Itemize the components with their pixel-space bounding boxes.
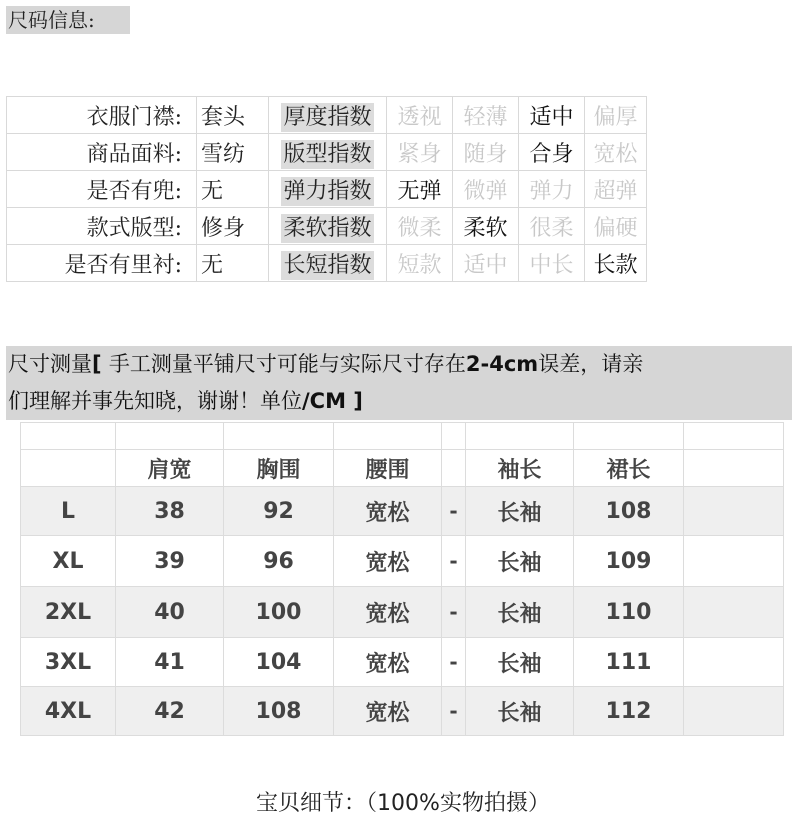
size-cell: 108 [224, 687, 334, 736]
size-cell: 104 [224, 638, 334, 687]
index-option: 适中 [519, 97, 585, 134]
size-measure-banner: 尺寸测量[ 手工测量平铺尺寸可能与实际尺寸存在2-4cm误差，请亲 们理解并事先知晓，谢谢！单位/CM ] [6, 346, 792, 420]
size-cell: XL [21, 536, 116, 587]
size-row [21, 587, 784, 638]
size-cell: 宽松 [334, 487, 442, 536]
separator-cell: - [442, 536, 466, 587]
separator-cell: - [442, 587, 466, 638]
separator-cell [442, 450, 466, 487]
size-cell: 宽松 [334, 638, 442, 687]
index-option: 微柔 [387, 208, 453, 245]
index-option: 偏厚 [585, 97, 647, 134]
empty-cell [224, 423, 334, 450]
index-option: 宽松 [585, 134, 647, 171]
size-table-spacer-row [21, 423, 784, 450]
index-label-text: 厚度指数 [283, 104, 372, 130]
index-option: 弹力 [519, 171, 585, 208]
size-cell: 长袖 [466, 536, 574, 587]
size-info-heading: 尺码信息: [6, 6, 130, 34]
attribute-row [7, 245, 647, 282]
attribute-label: 是否有里衬: [7, 245, 197, 282]
index-option: 柔软 [453, 208, 519, 245]
separator-cell: - [442, 487, 466, 536]
empty-cell [684, 450, 784, 487]
size-cell: 112 [574, 687, 684, 736]
index-label [269, 134, 387, 171]
size-cell: 袖长 [466, 450, 574, 487]
size-cell: 41 [116, 638, 224, 687]
index-option: 短款 [387, 245, 453, 282]
size-cell: 96 [224, 536, 334, 587]
index-option: 很柔 [519, 208, 585, 245]
empty-cell [466, 423, 574, 450]
attribute-row [7, 97, 647, 134]
empty-cell [116, 423, 224, 450]
size-row [21, 487, 784, 536]
size-cell: 腰围 [334, 450, 442, 487]
index-option: 紧身 [387, 134, 453, 171]
size-cell [21, 450, 116, 487]
size-cell: 裙长 [574, 450, 684, 487]
attribute-row [7, 134, 647, 171]
empty-cell [442, 423, 466, 450]
attribute-value: 套头 [197, 97, 269, 134]
index-label-text: 弹力指数 [283, 178, 372, 204]
separator-cell: - [442, 687, 466, 736]
size-cell: 2XL [21, 587, 116, 638]
empty-cell [684, 423, 784, 450]
size-cell: 100 [224, 587, 334, 638]
index-label-text: 版型指数 [283, 141, 372, 167]
size-cell: 40 [116, 587, 224, 638]
index-option: 轻薄 [453, 97, 519, 134]
size-cell: 111 [574, 638, 684, 687]
empty-cell [684, 687, 784, 736]
index-option: 透视 [387, 97, 453, 134]
attribute-label: 衣服门襟: [7, 97, 197, 134]
size-cell: 39 [116, 536, 224, 587]
attribute-label: 商品面料: [7, 134, 197, 171]
attribute-row [7, 171, 647, 208]
empty-cell [684, 487, 784, 536]
attribute-label: 款式版型: [7, 208, 197, 245]
size-table-header [21, 450, 784, 487]
empty-cell [334, 423, 442, 450]
size-cell: 92 [224, 487, 334, 536]
index-option: 适中 [453, 245, 519, 282]
size-cell: 长袖 [466, 587, 574, 638]
attribute-table [6, 96, 647, 282]
empty-cell [684, 587, 784, 638]
index-option: 无弹 [387, 171, 453, 208]
size-cell: 宽松 [334, 687, 442, 736]
empty-cell [684, 536, 784, 587]
size-cell: 108 [574, 487, 684, 536]
index-label [269, 208, 387, 245]
index-option: 超弹 [585, 171, 647, 208]
index-label-text: 柔软指数 [283, 215, 372, 241]
detail-footer: 宝贝细节：（100%实物拍摄） [256, 791, 550, 816]
empty-cell [21, 423, 116, 450]
index-option: 合身 [519, 134, 585, 171]
attribute-value: 无 [197, 245, 269, 282]
size-cell: 胸围 [224, 450, 334, 487]
index-label [269, 97, 387, 134]
size-cell: 肩宽 [116, 450, 224, 487]
empty-cell [574, 423, 684, 450]
size-cell: L [21, 487, 116, 536]
size-row [21, 638, 784, 687]
index-option: 偏硬 [585, 208, 647, 245]
index-option: 中长 [519, 245, 585, 282]
size-cell: 38 [116, 487, 224, 536]
size-cell: 42 [116, 687, 224, 736]
size-row [21, 536, 784, 587]
size-cell: 宽松 [334, 587, 442, 638]
empty-cell [684, 638, 784, 687]
index-label-text: 长短指数 [283, 252, 372, 278]
attribute-value: 雪纺 [197, 134, 269, 171]
index-label [269, 171, 387, 208]
index-label [269, 245, 387, 282]
size-cell: 109 [574, 536, 684, 587]
attribute-label: 是否有兜: [7, 171, 197, 208]
attribute-value: 无 [197, 171, 269, 208]
size-cell: 长袖 [466, 638, 574, 687]
index-option: 随身 [453, 134, 519, 171]
size-cell: 长袖 [466, 687, 574, 736]
index-option: 长款 [585, 245, 647, 282]
size-row [21, 687, 784, 736]
size-cell: 110 [574, 587, 684, 638]
separator-cell: - [442, 638, 466, 687]
attribute-row [7, 208, 647, 245]
index-option: 微弹 [453, 171, 519, 208]
attribute-value: 修身 [197, 208, 269, 245]
size-cell: 宽松 [334, 536, 442, 587]
size-cell: 3XL [21, 638, 116, 687]
size-cell: 长袖 [466, 487, 574, 536]
size-table [20, 422, 784, 736]
size-cell: 4XL [21, 687, 116, 736]
